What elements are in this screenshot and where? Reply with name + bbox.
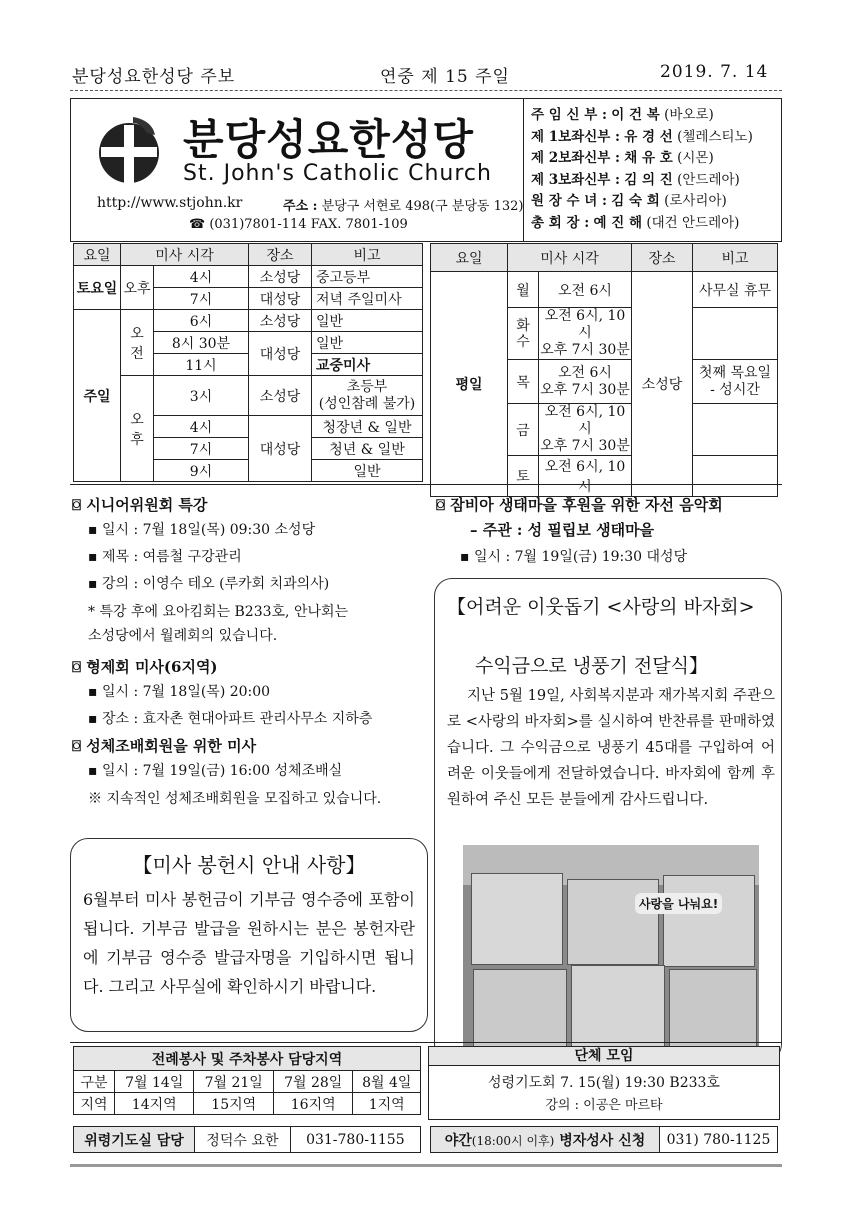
notice-item: 일시 : 7월 19일(금) 16:00 성체조배실 xyxy=(101,763,343,779)
col-note: 비고 xyxy=(693,244,778,272)
col-day: 요일 xyxy=(74,244,121,266)
concert-host: – 주관 : 성 필립보 생태마을 xyxy=(470,521,655,539)
col-time: 미사 시각 xyxy=(508,244,632,272)
bazaar-title-line2: 수익금으로 냉풍기 전달식】 xyxy=(475,655,708,677)
clergy-saint: (바오로) xyxy=(664,107,714,123)
duty-region: 14지역 xyxy=(115,1093,194,1115)
prayer-room-phone: 031-780-1155 xyxy=(290,1127,420,1153)
col-place: 장소 xyxy=(632,244,693,272)
clergy-row xyxy=(531,191,753,213)
notices-left xyxy=(72,494,417,819)
offering-box xyxy=(70,838,428,1032)
mass-time: 오전 6시, 10시 오후 7시 30분 xyxy=(540,308,630,358)
weekday-day: 화 수 xyxy=(508,308,539,360)
bazaar-title-line1: 【어려운 이웃돕기 <사랑의 바자회> xyxy=(447,596,755,618)
mass-time: 오전 6시 오후 7시 30분 xyxy=(539,360,632,404)
footer-rule xyxy=(70,1164,782,1167)
notice-block: ⌼ 시니어위원회 특강 ▪ 일시 : 7월 18일(목) 09:30 소성당 ▪ 제목 : 여름철 구강관리 ▪ 강의 : 이영수 테오 (루카회 치과의사) * 특강 후에 요아킴회는 B233호, 안나회는 소성당에서 월례회의 있습니다. xyxy=(72,494,417,648)
clergy-row xyxy=(531,148,753,170)
duty-date: 7월 21일 xyxy=(194,1071,273,1093)
concert-date: 일시 : 7월 19일(금) 19:30 대성당 xyxy=(473,549,688,565)
mass-place: 소성당 xyxy=(632,272,693,497)
church-title-en: St. John's Catholic Church xyxy=(183,161,492,186)
website-link[interactable]: http://www.stjohn.kr xyxy=(97,195,243,211)
bulletin-name: 분당성요한성당 주보 xyxy=(72,67,236,87)
notice-icon: ⌼ xyxy=(72,737,82,755)
notice-note: * 특강 후에 요아킴회는 B233호, 안나회는 소성당에서 월례회의 있습니다. xyxy=(88,604,349,644)
duty-region: 16지역 xyxy=(273,1093,352,1115)
phone-fax: ☎ (031)7801-114 FAX. 7801-109 xyxy=(189,217,408,232)
clergy-name: 채 유 호 xyxy=(624,150,673,166)
mass-time: 11시 xyxy=(154,354,249,376)
clergy-row xyxy=(531,170,753,192)
mass-time: 6시 xyxy=(154,310,249,332)
church-logo-icon xyxy=(93,113,165,185)
mass-note: 청년 & 일반 xyxy=(312,438,423,460)
mass-time: 7시 xyxy=(154,288,249,310)
duty-date: 7월 28일 xyxy=(273,1071,352,1093)
weekday-day: 금 xyxy=(508,404,539,456)
duty-header: 지역 xyxy=(74,1093,115,1115)
liturgical-week: 연중 제 15 주일 xyxy=(380,67,510,87)
col-day: 요일 xyxy=(431,244,508,272)
sun-am-label: 오 전 xyxy=(121,310,154,376)
notice-item: 장소 : 효자촌 현대아파트 관리사무소 지하층 xyxy=(101,711,373,727)
duty-date: 7월 14일 xyxy=(115,1071,194,1093)
sick-label-c: 병자성사 신청 xyxy=(554,1132,646,1149)
clergy-saint: (첼레스티노) xyxy=(677,128,753,145)
clergy-list xyxy=(531,105,753,234)
photo-label: 사랑을 나눠요! xyxy=(635,893,722,914)
group-meeting-line1: 성령기도회 7. 15(월) 19:30 B233호 xyxy=(488,1075,720,1091)
duty-region: 15지역 xyxy=(194,1093,273,1115)
mass-place: 소성당 xyxy=(249,310,312,332)
clergy-name: 김 의 진 xyxy=(624,171,673,188)
mass-place: 소성당 xyxy=(249,376,312,416)
mass-note xyxy=(693,456,778,497)
group-meeting-line2: 강의 : 이공은 마르타 xyxy=(545,1098,663,1113)
weekday-label: 평일 xyxy=(431,272,508,497)
notice-title: 시니어위원회 특강 xyxy=(86,496,208,514)
masthead xyxy=(70,98,782,242)
mass-time: 3시 xyxy=(154,376,249,416)
notice-icon: ⌼ xyxy=(436,496,446,514)
header-divider xyxy=(70,90,782,91)
col-time: 미사 시각 xyxy=(121,244,249,266)
clergy-saint: (안드레아) xyxy=(677,171,740,188)
concert-title: 잠비아 생태마을 후원을 위한 자선 음악회 xyxy=(450,496,723,514)
weekday-day: 토 xyxy=(508,456,539,497)
sick-label-a: 야간 xyxy=(444,1132,472,1149)
duty-title: 전례봉사 및 주차봉사 담당지역 xyxy=(74,1047,421,1071)
clergy-row xyxy=(531,127,753,149)
clergy-role: 제 3보좌신부 : xyxy=(531,171,620,188)
mass-note: 초등부 (성인참례 불가) xyxy=(312,376,423,416)
clergy-saint: (시몬) xyxy=(677,150,714,166)
clergy-row xyxy=(531,213,753,235)
prayer-room xyxy=(73,1126,421,1153)
duty-region: 1지역 xyxy=(353,1093,421,1115)
clergy-row xyxy=(531,105,753,127)
notice-item: 제목 : 여름철 구강관리 xyxy=(101,549,242,565)
mass-time: 오전 6시, 10시 오후 7시 30분 xyxy=(540,404,630,454)
saturday-label: 토요일 xyxy=(74,266,121,310)
clergy-role: 원 장 수 녀 : xyxy=(531,193,607,209)
group-meeting-title: 단체 모임 xyxy=(429,1047,779,1066)
notice-item: 일시 : 7월 18일(목) 09:30 소성당 xyxy=(101,522,316,538)
notice-icon: ⌼ xyxy=(72,658,82,676)
notice-item: 일시 : 7월 18일(목) 20:00 xyxy=(101,684,271,700)
sick-call-phone: 031) 780-1125 xyxy=(660,1127,778,1153)
bulletin-date: 2019. 7. 14 xyxy=(660,62,769,82)
sat-pm-label: 오후 xyxy=(121,266,154,310)
clergy-role: 주 임 신 부 : xyxy=(531,107,607,123)
mass-place: 대성당 xyxy=(249,416,312,482)
notice-block: ⌼ 성체조배회원을 위한 미사 ▪ 일시 : 7월 19일(금) 16:00 성체조배실 ※ 지속적인 성체조배회원을 모집하고 있습니다. xyxy=(72,735,417,811)
clergy-saint: (로사리아) xyxy=(664,193,727,209)
notice-title: 형제회 미사(6지역) xyxy=(86,658,218,676)
mass-note: 일반 xyxy=(312,460,423,482)
mass-time: 오전 6시 xyxy=(539,272,632,308)
mass-note: 일반 xyxy=(312,310,423,332)
prayer-room-label: 위령기도실 담당 xyxy=(74,1127,195,1153)
offering-title: 【미사 봉헌시 안내 사항】 xyxy=(132,853,366,877)
clergy-name: 예 진 해 xyxy=(593,214,643,231)
sunday-label: 주일 xyxy=(74,310,121,482)
prayer-room-name: 정덕수 요한 xyxy=(195,1127,291,1153)
sick-label-b: (18:00시 이후) xyxy=(471,1133,555,1148)
mass-note: 저녁 주일미사 xyxy=(312,288,423,310)
mass-place: 대성당 xyxy=(249,288,312,310)
mass-time: 8시 30분 xyxy=(154,332,249,354)
bazaar-box xyxy=(434,578,782,1062)
clergy-name: 김 숙 희 xyxy=(611,193,660,209)
notice-note: ※ 지속적인 성체조배회원을 모집하고 있습니다. xyxy=(88,791,382,807)
mass-note: 청장년 & 일반 xyxy=(312,416,423,438)
mass-note: 첫째 목요일 - 성시간 xyxy=(693,360,778,404)
clergy-name: 이 건 복 xyxy=(611,107,660,123)
mass-place: 대성당 xyxy=(249,332,312,376)
mass-time: 오전 6시, 10시 xyxy=(539,456,632,497)
clergy-role: 총 회 장 : xyxy=(531,214,590,231)
address-label: 주소 : xyxy=(283,199,318,214)
mass-note: 사무실 휴무 xyxy=(693,272,778,308)
mass-schedule-weekday xyxy=(430,243,778,497)
col-place: 장소 xyxy=(249,244,312,266)
clergy-name: 유 경 선 xyxy=(624,128,673,145)
concert-notice: ⌼ 잠비아 생태마을 후원을 위한 자선 음악회 – 주관 : 성 필립보 생태마을 ▪ 일시 : 7월 19일(금) 19:30 대성당 xyxy=(436,494,781,566)
duty-header: 구분 xyxy=(74,1071,115,1093)
mass-time: 4시 xyxy=(154,416,249,438)
notice-title: 성체조배회원을 위한 미사 xyxy=(86,737,257,755)
clergy-role: 제 1보좌신부 : xyxy=(531,128,620,145)
sun-pm-label: 오 후 xyxy=(121,376,154,482)
mass-note: 교중미사 xyxy=(312,354,423,376)
offering-body: 6월부터 미사 봉헌금이 기부금 영수증에 포함이 됩니다. 기부금 발급을 원하시는 분은 봉헌자란에 기부금 영수증 발급자명을 기입하시면 됩니다. 그리고 사무실에 확인하시기 바랍니다. xyxy=(83,890,415,996)
address: 분당구 서현로 498(구 분당동 132) xyxy=(321,199,524,214)
weekday-day: 월 xyxy=(508,272,539,308)
mass-note: 중고등부 xyxy=(312,266,423,288)
bazaar-photo xyxy=(463,845,759,1055)
clergy-role: 제 2보좌신부 : xyxy=(531,150,620,166)
mass-schedule-weekend xyxy=(73,243,423,482)
duty-table xyxy=(73,1046,421,1115)
mass-time: 7시 xyxy=(154,438,249,460)
notice-block: ⌼ 형제회 미사(6지역) ▪ 일시 : 7월 18일(목) 20:00 ▪ 장소 : 효자촌 현대아파트 관리사무소 지하층 xyxy=(72,658,373,727)
mass-time: 9시 xyxy=(154,460,249,482)
clergy-saint: (대건 안드레아) xyxy=(646,214,740,231)
col-note: 비고 xyxy=(312,244,423,266)
mass-note: 일반 xyxy=(312,332,423,354)
mass-place: 소성당 xyxy=(249,266,312,288)
group-meeting xyxy=(428,1046,780,1120)
sick-call xyxy=(430,1126,778,1153)
church-title: 분당성요한성당 xyxy=(183,115,475,164)
mass-note xyxy=(693,308,778,360)
bazaar-body: 지난 5월 19일, 사회복지분과 재가복지회 주관으로 <사랑의 바자회>를 실시하여 반찬류를 판매하였습니다. 그 수익금으로 냉풍기 45대를 구입하여 어려운 이웃들에게 전달하였습니다. 바자회에 함께 후원하여 주신 모든 분들에게 감사드립니다. xyxy=(447,688,775,808)
mass-time: 4시 xyxy=(154,266,249,288)
mass-note xyxy=(693,404,778,456)
duty-date: 8월 4일 xyxy=(353,1071,421,1093)
weekday-day: 목 xyxy=(508,360,539,404)
notice-item: 강의 : 이영수 테오 (루카회 치과의사) xyxy=(101,576,330,592)
notice-icon: ⌼ xyxy=(72,496,82,514)
